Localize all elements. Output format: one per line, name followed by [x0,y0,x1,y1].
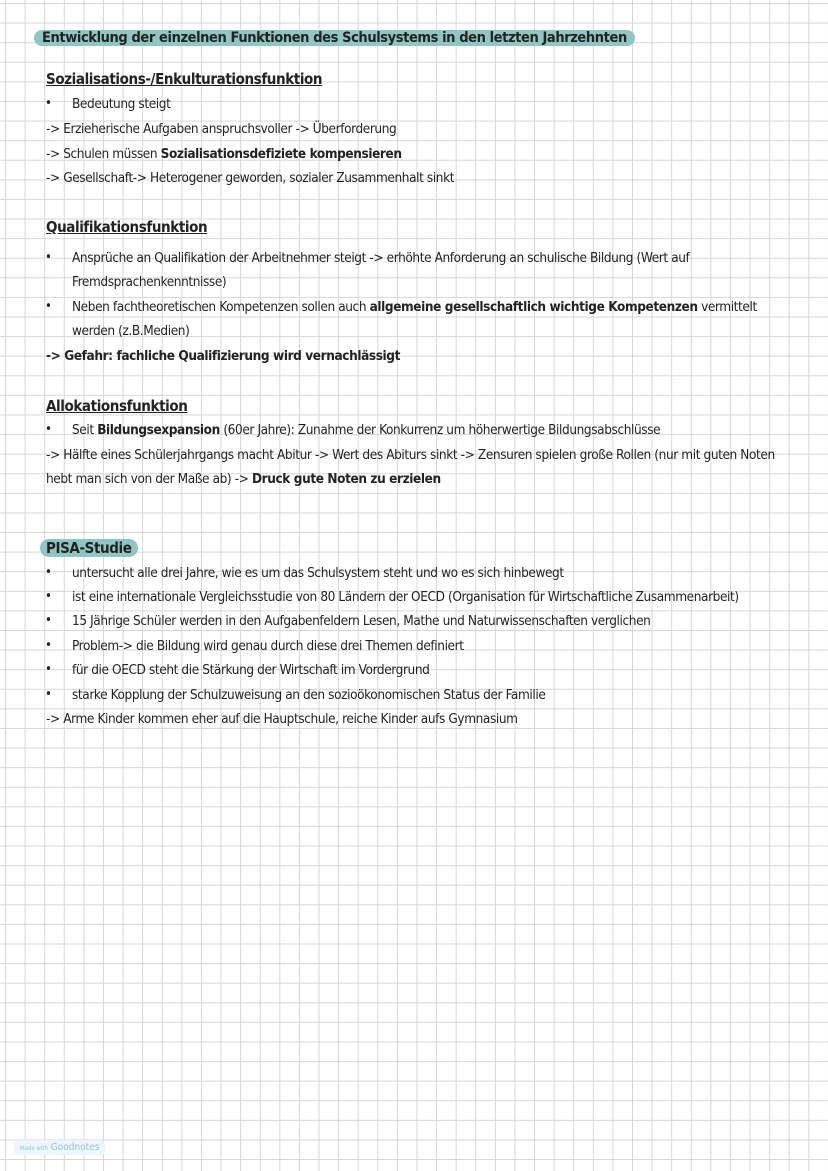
page-title: Entwicklung der einzelnen Funktionen des Schulsystems in den letzten Jahrzehnten [34,30,635,46]
text-line [46,471,441,487]
text: vermittelt [697,299,757,315]
text: Neben fachtheoretischen Kompetenzen sollen auch [72,299,370,315]
bullet: • [45,638,52,653]
bullet: • [45,589,52,604]
bullet: • [45,250,52,265]
text-line: Ansprüche an Qualifikation der Arbeitnehmer steigt -> erhöhte Anforderung an schulische Bildung (Wert auf [72,250,690,266]
bold-text: allgemeine gesellschaftlich wichtige Kompetenzen [369,299,698,315]
text-line: -> Erzieherische Aufgaben anspruchsvoller -> Überforderung [46,121,397,137]
bullet: • [45,299,52,314]
list-item: 15 Jährige Schüler werden in den Aufgabenfeldern Lesen, Mathe und Naturwissenschaften verglichen [72,613,651,629]
text-line: -> Gesellschaft-> Heterogener geworden, sozialer Zusammenhalt sinkt [46,170,455,186]
watermark-brand: Goodnotes [50,1142,100,1153]
goodnotes-watermark [14,1140,105,1155]
bullet: • [45,613,52,628]
bullet: • [45,96,52,111]
text-line: Bedeutung steigt [72,96,171,112]
bold-text: Sozialisationsdefiziete kompensieren [160,146,402,162]
bullet: • [45,662,52,677]
text-line [46,146,402,162]
bullet: • [45,565,52,580]
heading-sozialisation: Sozialisations-/Enkulturationsfunktion [46,70,323,88]
list-item: Problem-> die Bildung wird genau durch diese drei Themen definiert [72,638,464,654]
text-line [72,299,757,315]
text-line: -> Hälfte eines Schülerjahrgangs macht Abitur -> Wert des Abiturs sinkt -> Zensuren spielen große Rollen (nur mit guten Noten [46,447,775,463]
bold-text: Druck gute Noten zu erzielen [251,471,441,487]
text-line: werden (z.B.Medien) [72,323,190,339]
text: (60er Jahre): Zunahme der Konkurrenz um höherwertige Bildungsabschlüsse [219,422,661,438]
list-item: für die OECD steht die Stärkung der Wirtschaft im Vordergrund [72,662,430,678]
bold-text: Bildungsexpansion [97,422,220,438]
heading-qualifikation: Qualifikationsfunktion [46,218,208,236]
text-line: -> Arme Kinder kommen eher auf die Hauptschule, reiche Kinder aufs Gymnasium [46,711,518,727]
text: -> Schulen müssen [46,146,161,162]
text-line: Fremdsprachenkenntnisse) [72,274,227,290]
text: hebt man sich von der Maße ab) -> [46,471,252,487]
list-item: ist eine internationale Vergleichsstudie von 80 Ländern der OECD (Organisation für Wirtschaftliche Zusammenarbeit) [72,589,739,605]
list-item: untersucht alle drei Jahre, wie es um das Schulsystem steht und wo es sich hinbewegt [72,565,564,581]
heading-pisa: PISA-Studie [40,539,138,557]
list-item: starke Kopplung der Schulzuweisung an den sozioökonomischen Status der Familie [72,687,546,703]
text-line [72,422,660,438]
watermark-prefix: Made with [20,1145,48,1152]
text-line: -> Gefahr: fachliche Qualifizierung wird vernachlässigt [46,348,401,364]
heading-allokation: Allokationsfunktion [46,397,188,415]
bullet: • [45,687,52,702]
bullet: • [45,422,52,437]
text: Seit [72,422,98,438]
